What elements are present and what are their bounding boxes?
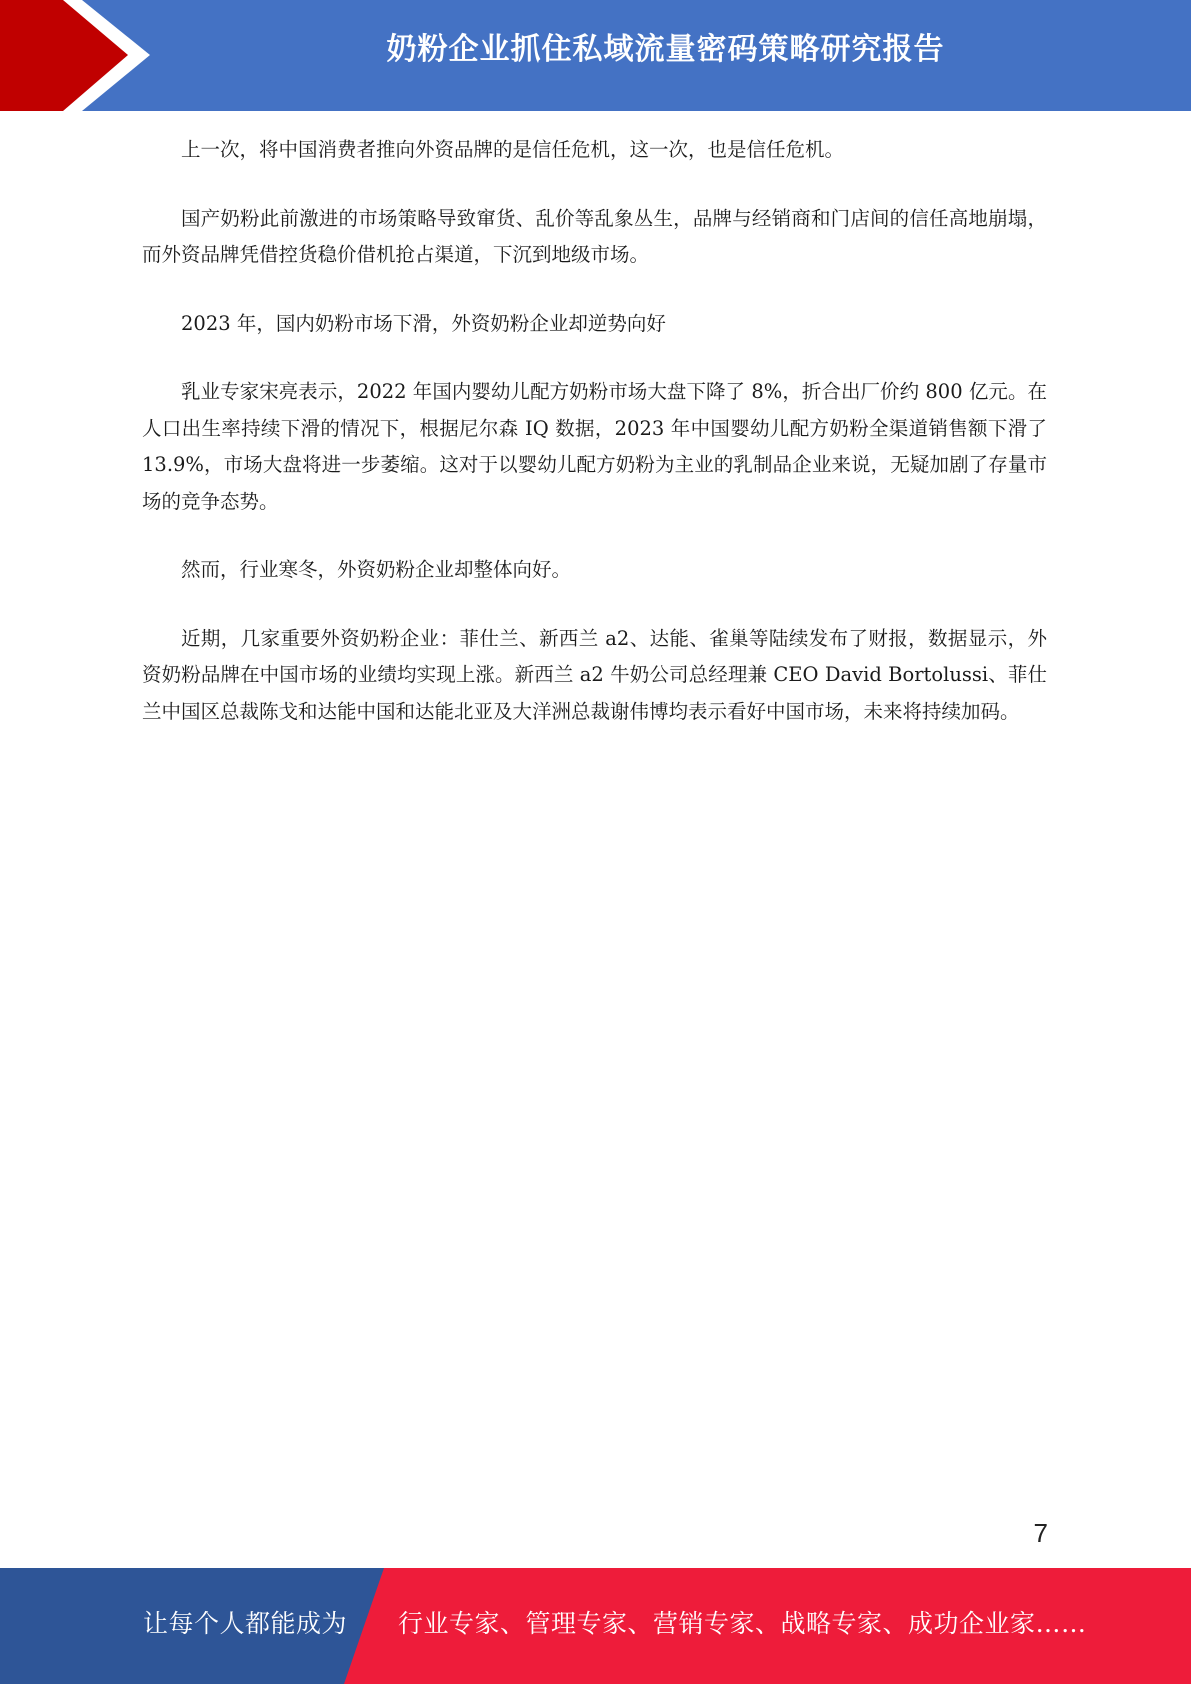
footer-slogan-left: 让每个人都能成为 [143,1609,348,1638]
header-banner [0,0,1191,111]
page-number: 7 [1033,1518,1048,1548]
paragraph-3: 2023 年，国内奶粉市场下滑，外资奶粉企业却逆势向好 [181,311,666,335]
report-title: 奶粉企业抓住私域流量密码策略研究报告 [386,32,945,67]
paragraph-1: 上一次，将中国消费者推向外资品牌的是信任危机，这一次，也是信任危机。 [181,138,845,161]
paragraph-5: 然而，行业寒冬，外资奶粉企业却整体向好。 [181,558,572,581]
footer-slogan-right: 行业专家、管理专家、营销专家、战略专家、成功企业家…… [398,1609,1087,1638]
paragraph-2: 国产奶粉此前激进的市场策略导致窜货、乱价等乱象丛生，品牌与经销商和门店间的信任高地崩塌，而外资品牌凭借控货稳价借机抢占渠道，下沉到地级市场。 [142,206,1047,266]
footer-banner [0,1568,1191,1684]
paragraph-6: 近期，几家重要外资奶粉企业：菲仕兰、新西兰 a2、达能、雀巢等陆续发布了财报，数据显示，外资奶粉品牌在中国市场的业绩均实现上涨。新西兰 a2 牛奶公司总经理兼 CEO David Bortolussi、菲仕兰中国区总裁陈戈和达能中国和达能北亚及大洋洲总裁谢伟博均表示看好中国市场，未来将持续加码。 [142,626,1047,723]
paragraph-4: 乳业专家宋亮表示，2022 年国内婴幼儿配方奶粉市场大盘下降了 8%，折合出厂价约 800 亿元。在人口出生率持续下滑的情况下，根据尼尔森 IQ 数据，2023 年中国婴幼儿配方奶粉全渠道销售额下滑了 13.9%，市场大盘将进一步萎缩。这对于以婴幼儿配方奶粉为主业的乳制品企业来说，无疑加剧了存量市场的竞争态势。 [142,380,1047,513]
body-content [142,132,1047,762]
